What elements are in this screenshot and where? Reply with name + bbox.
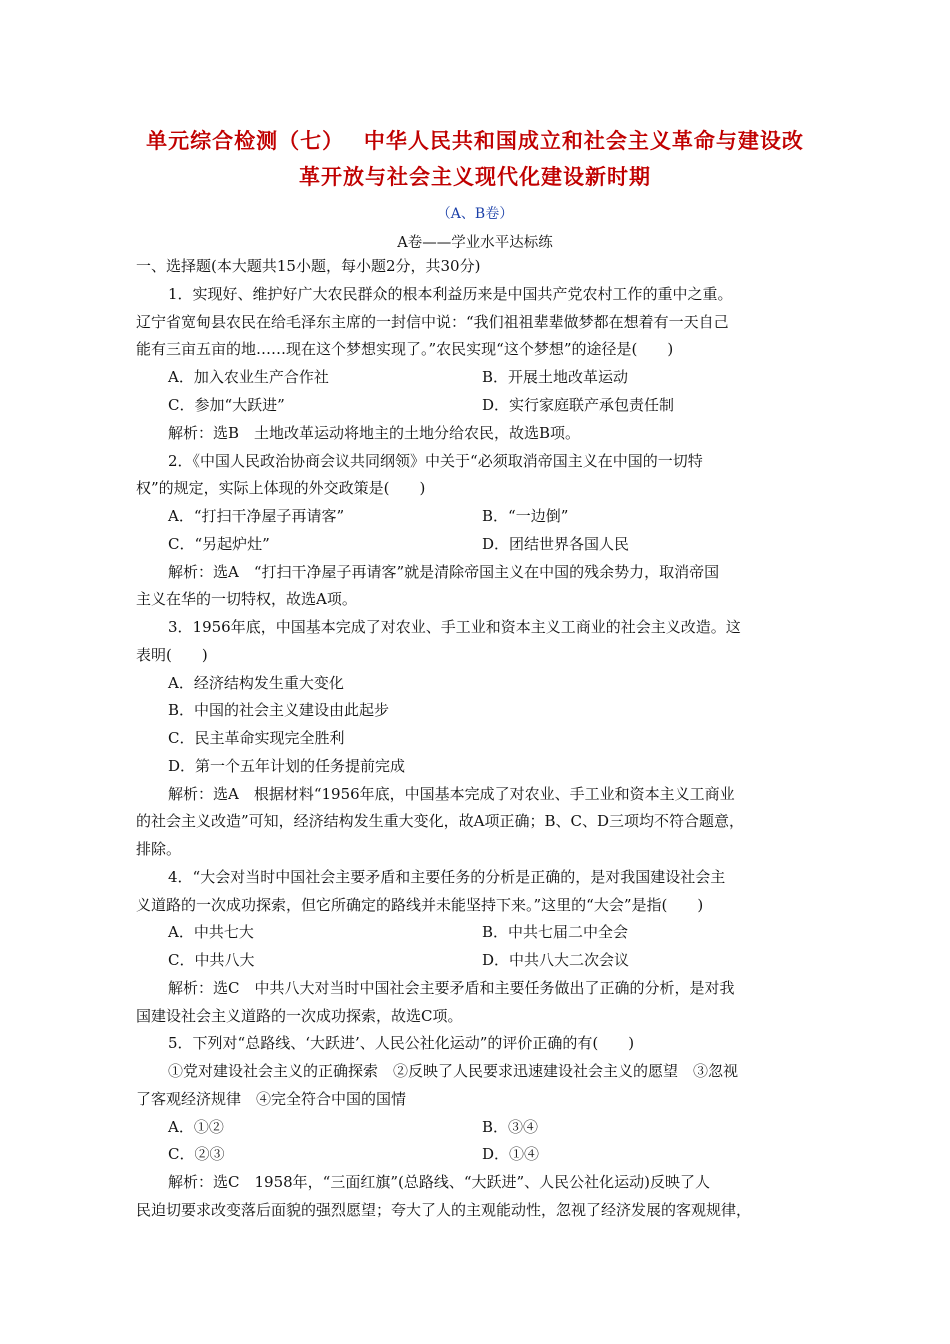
section-subtitle: A卷——学业水平达标练 xyxy=(397,235,553,251)
question-3-option-b: B．中国的社会主义建设由此起步 xyxy=(168,701,390,719)
question-2-line-2: 权”的规定，实际上体现的外交政策是( ) xyxy=(136,479,426,497)
question-5-option-b: B．③④ xyxy=(482,1118,539,1136)
question-4-answer-line-2: 国建设社会主义道路的一次成功探索，故选C项。 xyxy=(136,1007,463,1025)
question-2-option-d: D．团结世界各国人民 xyxy=(482,535,630,553)
question-4-line-1: 4．“大会对当时中国社会主要矛盾和主要任务的分析是正确的，是对我国建设社会主 xyxy=(168,868,726,886)
section-heading: 一、选择题(本大题共15小题，每小题2分，共30分) xyxy=(136,257,481,275)
question-2-answer-line-1: 解析：选A “打扫干净屋子再请客”就是清除帝国主义在中国的残余势力，取消帝国 xyxy=(168,563,720,581)
document-title-line-2: 革开放与社会主义现代化建设新时期 xyxy=(299,164,651,189)
question-1-option-a: A．加入农业生产合作社 xyxy=(168,368,329,386)
question-5-answer-line-1: 解析：选C 1958年，“三面红旗”(总路线、“大跃进”、人民公社化运动)反映了人 xyxy=(168,1173,711,1191)
document-title-line-1: 单元综合检测（七） 中华人民共和国成立和社会主义革命与建设改 xyxy=(146,128,804,153)
question-3-answer-line-3: 排除。 xyxy=(136,840,182,858)
question-1-option-c: C．参加“大跃进” xyxy=(168,396,285,414)
question-5-option-d: D．①④ xyxy=(482,1145,540,1163)
question-3-answer-line-2: 的社会主义改造”可知，经济结构发生重大变化，故A项正确；B、C、D三项均不符合题意， xyxy=(136,812,745,830)
question-5-answer-line-2: 民迫切要求改变落后面貌的强烈愿望；夸大了人的主观能动性，忽视了经济发展的客观规律， xyxy=(136,1201,752,1219)
question-5-line-3: 了客观经济规律 ④完全符合中国的国情 xyxy=(136,1090,407,1108)
question-2-answer-line-2: 主义在华的一切特权，故选A项。 xyxy=(136,590,357,608)
question-5-line-1: 5．下列对“总路线、‘大跃进’、人民公社化运动”的评价正确的有( ) xyxy=(168,1034,635,1052)
question-3-option-a: A．经济结构发生重大变化 xyxy=(168,674,344,692)
question-4-answer-line-1: 解析：选C 中共八大对当时中国社会主要矛盾和主要任务做出了正确的分析，是对我 xyxy=(168,979,735,997)
question-2-option-b: B．“一边倒” xyxy=(482,507,569,525)
question-2-line-1: 2．《中国人民政治协商会议共同纲领》中关于“必须取消帝国主义在中国的一切特 xyxy=(168,452,703,470)
question-5-option-a: A．①② xyxy=(168,1118,224,1136)
question-3-line-2: 表明( ) xyxy=(136,646,208,664)
question-4-option-c: C．中共八大 xyxy=(168,951,255,969)
question-1-option-d: D．实行家庭联产承包责任制 xyxy=(482,396,675,414)
question-5-option-c: C．②③ xyxy=(168,1145,225,1163)
question-4-option-b: B．中共七届二中全会 xyxy=(482,923,629,941)
question-1-option-b: B．开展土地改革运动 xyxy=(482,368,629,386)
question-1-answer: 解析：选B 土地改革运动将地主的土地分给农民，故选B项。 xyxy=(168,424,581,442)
question-4-line-2: 义道路的一次成功探索，但它所确定的路线并未能坚持下来。”这里的“大会”是指( ) xyxy=(136,896,704,914)
question-2-option-a: A．“打扫干净屋子再请客” xyxy=(168,507,345,525)
question-1-line-1: 1．实现好、维护好广大农民群众的根本利益历来是中国共产党农村工作的重中之重。 xyxy=(168,285,733,303)
question-4-option-a: A．中共七大 xyxy=(168,923,254,941)
question-3-option-c: C．民主革命实现完全胜利 xyxy=(168,729,345,747)
question-5-line-2: ①党对建设社会主义的正确探索 ②反映了人民要求迅速建设社会主义的愿望 ③忽视 xyxy=(168,1062,739,1080)
question-1-line-3: 能有三亩五亩的地……现在这个梦想实现了。”农民实现“这个梦想”的途径是( ) xyxy=(136,340,674,358)
question-1-line-2: 辽宁省宽甸县农民在给毛泽东主席的一封信中说：“我们祖祖辈辈做梦都在想着有一天自己 xyxy=(136,313,729,331)
question-3-option-d: D．第一个五年计划的任务提前完成 xyxy=(168,757,406,775)
question-4-option-d: D．中共八大二次会议 xyxy=(482,951,630,969)
question-3-answer-line-1: 解析：选A 根据材料“1956年底，中国基本完成了对农业、手工业和资本主义工商业 xyxy=(168,785,735,803)
volume-tag: （A、B卷） xyxy=(436,206,514,222)
question-3-line-1: 3．1956年底，中国基本完成了对农业、手工业和资本主义工商业的社会主义改造。这 xyxy=(168,618,741,636)
question-2-option-c: C．“另起炉灶” xyxy=(168,535,270,553)
